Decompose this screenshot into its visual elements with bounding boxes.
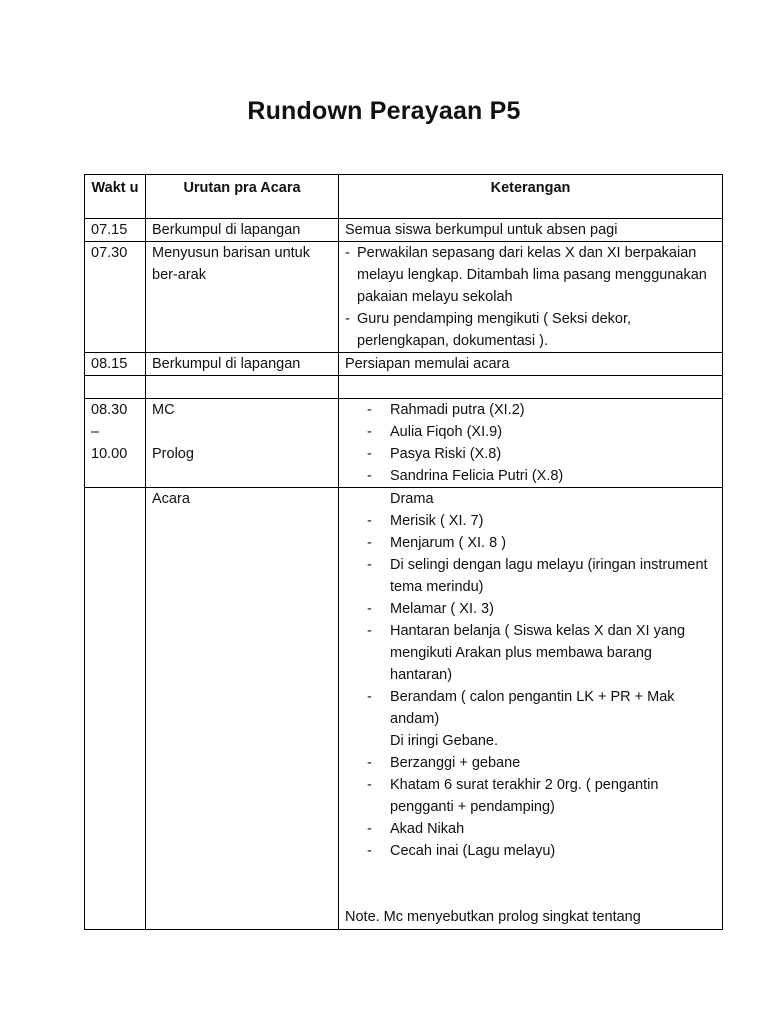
table-row-empty (85, 376, 723, 399)
keterangan-list (345, 242, 716, 352)
list-item: - Akad Nikah (390, 818, 716, 840)
acara-list (345, 488, 716, 862)
list-item: - Di selingi dengan lagu melayu (iringan instrument tema merindu) (390, 554, 716, 598)
list-item: - Perwakilan sepasang dari kelas X dan XI berpakaian melayu lengkap. Ditambah lima pasang menggunakan pakaian melayu sekolah (345, 242, 716, 308)
cell-urutan: Acara (146, 488, 339, 930)
cell-keterangan: Semua siswa berkumpul untuk absen pagi (339, 219, 723, 242)
list-item: - Cecah inai (Lagu melayu) (390, 840, 716, 862)
header-waktu: Wakt u (85, 175, 146, 219)
cell-urutan (146, 399, 339, 488)
list-item: - Berandam ( calon pengantin LK + PR + Mak andam) (390, 686, 716, 730)
cell-urutan: Berkumpul di lapangan (146, 219, 339, 242)
list-continuation: Di iringi Gebane. (390, 733, 498, 749)
list-item: - Merisik ( XI. 7) (390, 510, 716, 532)
cell-waktu (85, 399, 146, 488)
header-urutan: Urutan pra Acara (146, 175, 339, 219)
cell-keterangan (339, 242, 723, 353)
table-row (85, 488, 723, 930)
header-row (85, 175, 723, 219)
urutan-prolog: Prolog (152, 446, 194, 462)
cell-waktu: 07.15 (85, 219, 146, 242)
note-text: Note. Mc menyebutkan prolog singkat tentang (345, 909, 641, 925)
list-item: - Aulia Fiqoh (XI.9) (390, 421, 716, 443)
time-dash: – (91, 424, 100, 440)
table-row (85, 399, 723, 488)
page-title: Rundown Perayaan P5 (247, 97, 521, 125)
urutan-mc: MC (152, 402, 175, 418)
cell-urutan (146, 376, 339, 399)
time-start: 08.30 (91, 402, 128, 418)
list-item: - Rahmadi putra (XI.2) (390, 399, 716, 421)
list-item: - Melamar ( XI. 3) (390, 598, 716, 620)
time-end: 10.00 (91, 446, 128, 462)
cell-waktu: 08.15 (85, 353, 146, 376)
list-lead: Drama (390, 491, 434, 507)
cell-urutan: Menyusun barisan untuk ber-arak (146, 242, 339, 353)
cell-keterangan (339, 376, 723, 399)
keterangan-list (345, 399, 716, 487)
list-item: - Guru pendamping mengikuti ( Seksi dekor, perlengkapan, dokumentasi ). (345, 308, 716, 352)
list-item: - Hantaran belanja ( Siswa kelas X dan XI yang mengikuti Arakan plus membawa barang hantaran) (390, 620, 716, 686)
cell-keterangan (339, 488, 723, 930)
table-row (85, 353, 723, 376)
table-row (85, 219, 723, 242)
list-item: - Menjarum ( XI. 8 ) (390, 532, 716, 554)
cell-keterangan: Persiapan memulai acara (339, 353, 723, 376)
list-item: - Pasya Riski (X.8) (390, 443, 716, 465)
header-keterangan: Keterangan (339, 175, 723, 219)
list-item: - Khatam 6 surat terakhir 2 0rg. ( pengantin pengganti + pendamping) (390, 774, 716, 818)
list-item: - Sandrina Felicia Putri (X.8) (390, 465, 716, 487)
rundown-table (84, 174, 723, 930)
cell-urutan: Berkumpul di lapangan (146, 353, 339, 376)
cell-keterangan (339, 399, 723, 488)
cell-waktu: 07.30 (85, 242, 146, 353)
table-row (85, 242, 723, 353)
cell-waktu (85, 376, 146, 399)
list-item: - Berzanggi + gebane (390, 752, 716, 774)
cell-waktu (85, 488, 146, 930)
